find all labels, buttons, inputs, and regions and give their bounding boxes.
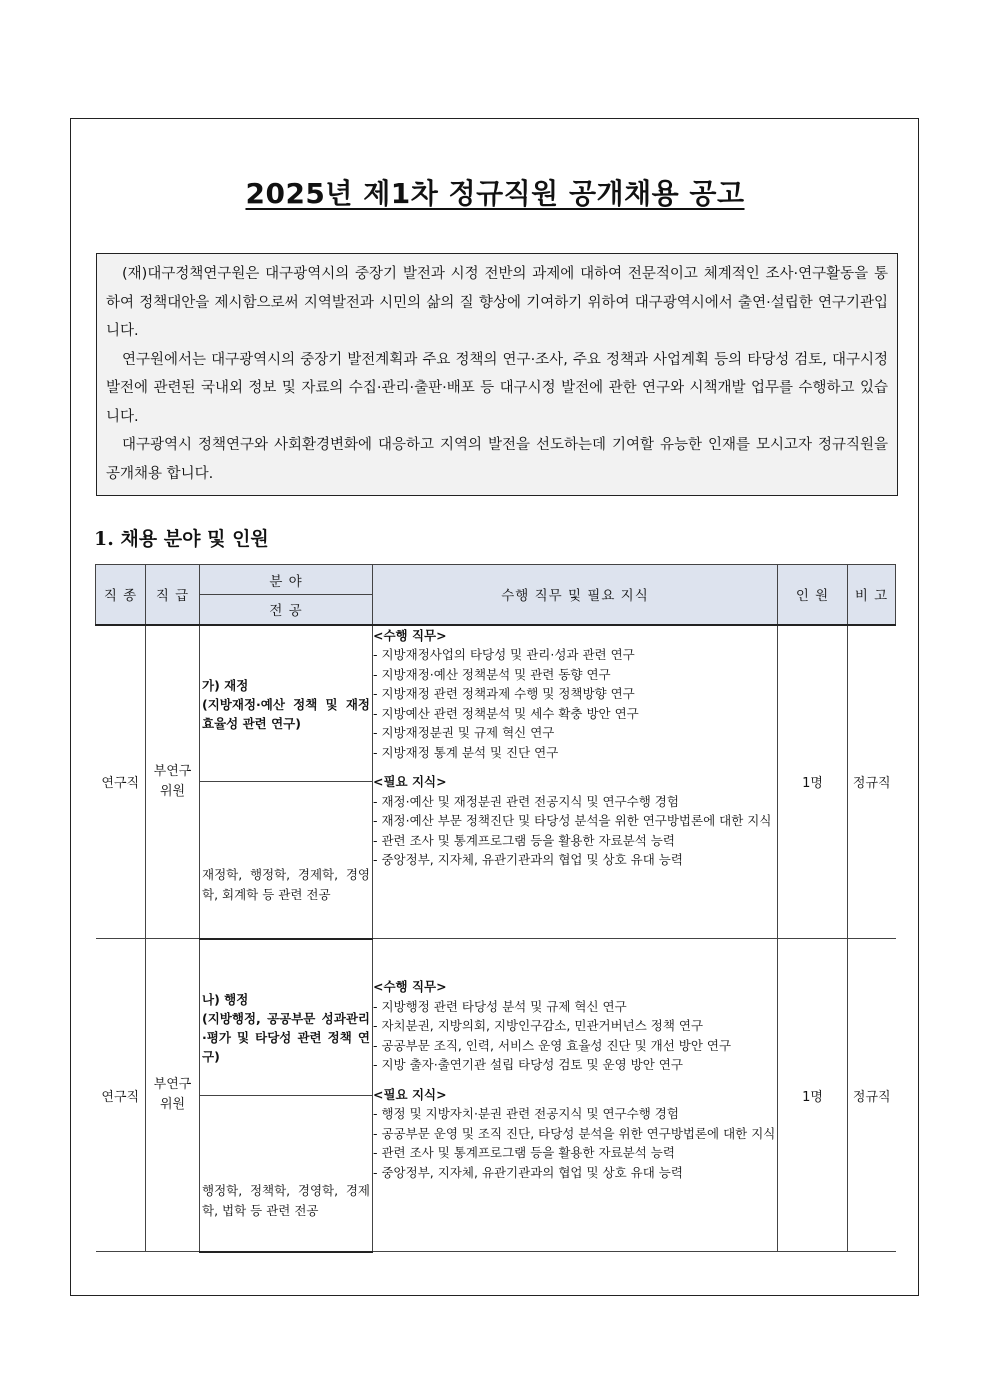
header-count: 인 원 xyxy=(778,565,848,625)
grade-cell: 부연구 위원 xyxy=(146,625,200,939)
job-type-cell: 연구직 xyxy=(96,625,146,939)
note-cell: 정규직 xyxy=(848,625,896,939)
table-row xyxy=(96,625,896,782)
major-cell: 행정학, 정책학, 경영학, 경제학, 법학 등 관련 전공 xyxy=(200,1096,373,1252)
list-item: - 공공부문 조직, 인력, 서비스 운영 효율성 진단 및 개선 방안 연구 xyxy=(373,1036,777,1056)
recruitment-table xyxy=(95,564,896,1253)
duty-list xyxy=(373,997,777,1075)
intro-paragraph: 연구원에서는 대구광역시의 중장기 발전계획과 주요 정책의 연구·조사, 주요 정책과 사업계획 등의 타당성 검토, 대구시정발전에 관련된 국내외 정보 및 자료의 수집·관리·출판·배포 등 대구시정 발전에 관한 연구와 시책개발 업무를 수행하고 있습니다. xyxy=(106,351,888,425)
list-item: - 지방재정사업의 타당성 및 관리·성과 관련 연구 xyxy=(373,645,777,665)
list-item: - 행정 및 지방자치·분권 관련 전공지식 및 연구수행 경험 xyxy=(373,1104,777,1124)
grade-cell: 부연구 위원 xyxy=(146,939,200,1252)
header-field: 분 야 xyxy=(200,565,373,595)
duties-cell xyxy=(373,625,778,939)
header-major: 전 공 xyxy=(200,595,373,625)
list-item: - 관련 조사 및 통계프로그램 등을 활용한 자료분석 능력 xyxy=(373,831,777,851)
field-cell: 나) 행정 (지방행정, 공공부문 성과관리·평가 및 타당성 관련 정책 연구) xyxy=(200,939,373,1096)
list-item: - 지방재정·예산 정책분석 및 관련 동향 연구 xyxy=(373,665,777,685)
list-item: - 지방재정 관련 정책과제 수행 및 정책방향 연구 xyxy=(373,684,777,704)
field-cell: 가) 재정 (지방재정·예산 정책 및 재정효율성 관련 연구) xyxy=(200,625,373,782)
duty-heading: <수행 직무> xyxy=(373,627,447,643)
intro-paragraph: (재)대구정책연구원은 대구광역시의 중장기 발전과 시정 전반의 과제에 대하여 전문적이고 체계적인 조사·연구활동을 통하여 정책대안을 제시함으로써 지역발전과 시민의 삶의 질 향상에 기여하기 위하여 대구광역시에서 출연·설립한 연구기관입니다. xyxy=(106,266,888,339)
header-grade: 직 급 xyxy=(146,565,200,625)
intro-box xyxy=(96,253,898,496)
count-cell: 1명 xyxy=(778,939,848,1252)
list-item: - 지방 출자·출연기관 설립 타당성 검토 및 운영 방안 연구 xyxy=(373,1055,777,1075)
list-item: - 지방재정 통계 분석 및 진단 연구 xyxy=(373,743,777,763)
section-heading: 1. 채용 분야 및 인원 xyxy=(94,528,269,550)
list-item: - 지방재정분권 및 규제 혁신 연구 xyxy=(373,723,777,743)
list-item: - 중앙정부, 지자체, 유관기관과의 협업 및 상호 유대 능력 xyxy=(373,850,777,870)
knowledge-heading: <필요 지식> xyxy=(373,1086,447,1102)
knowledge-list xyxy=(373,792,777,870)
duty-heading: <수행 직무> xyxy=(373,979,447,994)
header-job-type: 직 종 xyxy=(96,565,146,625)
page-title: 2025년 제1차 정규직원 공개채용 공고 xyxy=(245,177,745,210)
header-note: 비 고 xyxy=(848,565,896,625)
major-cell: 재정학, 행정학, 경제학, 경영학, 회계학 등 관련 전공 xyxy=(200,782,373,939)
list-item: - 관련 조사 및 통계프로그램 등을 활용한 자료분석 능력 xyxy=(373,1143,777,1163)
table-row xyxy=(96,939,896,1096)
knowledge-heading: <필요 지식> xyxy=(373,774,447,789)
list-item: - 재정·예산 부문 정책진단 및 타당성 분석을 위한 연구방법론에 대한 지식 xyxy=(373,811,777,831)
knowledge-list xyxy=(373,1104,777,1182)
note-cell: 정규직 xyxy=(848,939,896,1252)
list-item: - 중앙정부, 지자체, 유관기관과의 협업 및 상호 유대 능력 xyxy=(373,1163,777,1183)
list-item: - 공공부문 운영 및 조직 진단, 타당성 분석을 위한 연구방법론에 대한 지식 xyxy=(373,1124,777,1144)
list-item: - 자치분권, 지방의회, 지방인구감소, 민관거버넌스 정책 연구 xyxy=(373,1016,777,1036)
duties-cell xyxy=(373,939,778,1252)
header-duties: 수행 직무 및 필요 지식 xyxy=(373,565,778,625)
list-item: - 재정·예산 및 재정분권 관련 전공지식 및 연구수행 경험 xyxy=(373,792,777,812)
duty-list xyxy=(373,645,777,762)
job-type-cell: 연구직 xyxy=(96,939,146,1252)
list-item: - 지방예산 관련 정책분석 및 세수 확충 방안 연구 xyxy=(373,704,777,724)
count-cell: 1명 xyxy=(778,625,848,939)
intro-paragraph: 대구광역시 정책연구와 사회환경변화에 대응하고 지역의 발전을 선도하는데 기여할 유능한 인재를 모시고자 정규직원을 공개채용 합니다. xyxy=(106,437,888,482)
list-item: - 지방행정 관련 타당성 분석 및 규제 혁신 연구 xyxy=(373,997,777,1017)
